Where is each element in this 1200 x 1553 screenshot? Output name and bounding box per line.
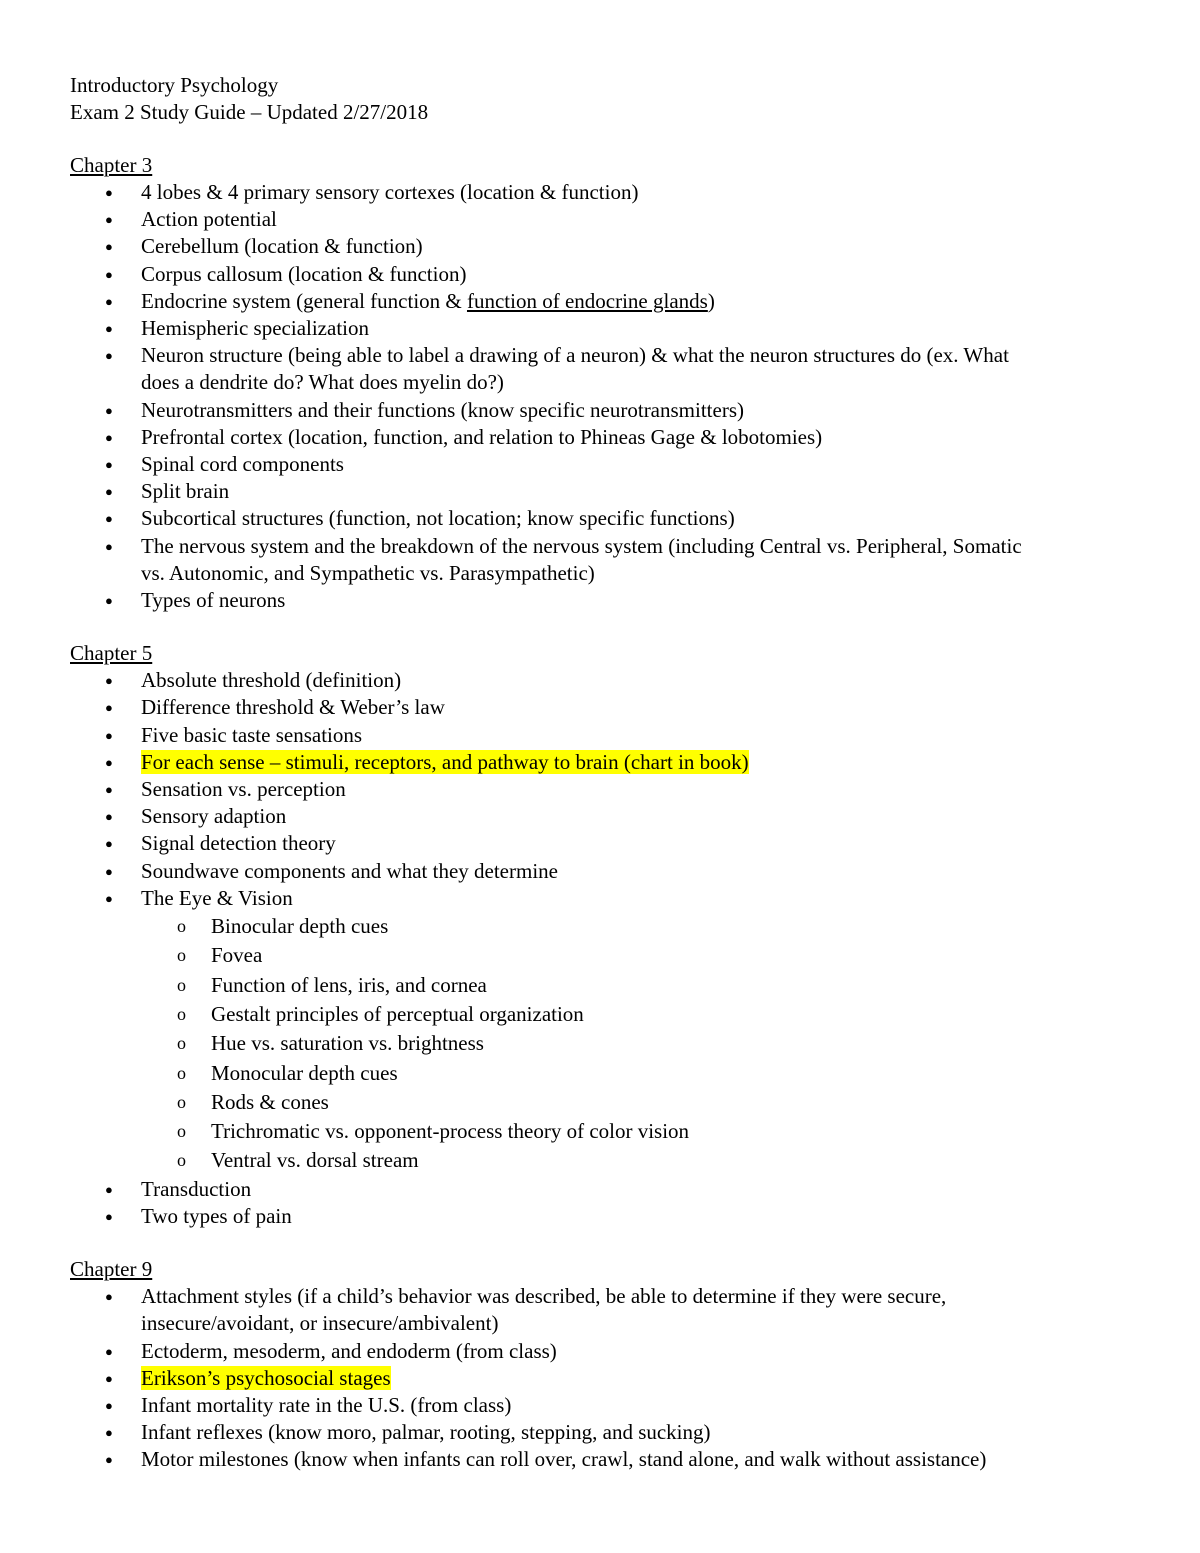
sub-list-item: o Binocular depth cues <box>141 912 1140 941</box>
chapter-5-heading: Chapter 5 <box>70 641 153 666</box>
sub-list-item: o Rods & cones <box>141 1088 1140 1117</box>
list-item: ● Two types of pain <box>70 1203 1140 1230</box>
list-item: ● Subcortical structures (function, not location; know specific functions) <box>70 505 1140 532</box>
list-item: ● Sensation vs. perception <box>70 776 1140 803</box>
list-item: ● Corpus callosum (location & function) <box>70 261 1140 288</box>
list-item: ● Ectoderm, mesoderm, and endoderm (from class) <box>70 1338 1140 1365</box>
chapter-5-list <box>70 667 1140 1230</box>
list-item: ● Infant mortality rate in the U.S. (from class) <box>70 1392 1140 1419</box>
list-item: ● 4 lobes & 4 primary sensory cortexes (location & function) <box>70 179 1140 206</box>
list-item: ● Transduction <box>70 1176 1140 1203</box>
list-item: ● Difference threshold & Weber’s law <box>70 694 1140 721</box>
list-item: ● Cerebellum (location & function) <box>70 233 1140 260</box>
neuron-line-1: Neuron structure (being able to label a drawing of a neuron) & what the neuron structures do (ex. What <box>141 343 1009 368</box>
chapter-3-heading: Chapter 3 <box>70 153 153 177</box>
sub-list-item: o Monocular depth cues <box>141 1059 1140 1088</box>
course-title: Introductory Psychology <box>70 73 279 97</box>
highlighted-text: For each sense – stimuli, receptors, and pathway to brain (chart in book) <box>141 749 749 774</box>
nervous-line-1: The nervous system and the breakdown of the nervous system (including Central vs. Peripheral, Somatic <box>141 533 1022 558</box>
list-item: ● Action potential <box>70 206 1140 233</box>
endocrine-prefix: Endocrine system (general function & <box>141 288 467 313</box>
sub-list-item: o Gestalt principles of perceptual organization <box>141 1000 1140 1029</box>
sub-list-item: o Fovea <box>141 941 1140 970</box>
nervous-line-2: vs. Autonomic, and Sympathetic vs. Parasympathetic) <box>141 560 595 585</box>
list-item: ● Five basic taste sensations <box>70 722 1140 749</box>
list-item-eye-vision <box>70 885 1140 1176</box>
sub-list-item: o Hue vs. saturation vs. brightness <box>141 1029 1140 1058</box>
list-item: ● Sensory adaption <box>70 803 1140 830</box>
list-item-attachment <box>70 1283 1140 1337</box>
highlighted-text: Erikson’s psychosocial stages <box>141 1365 391 1390</box>
list-item: ● Split brain <box>70 478 1140 505</box>
list-item: ● Motor milestones (know when infants can roll over, crawl, stand alone, and walk without assistance) <box>70 1446 1140 1473</box>
endocrine-suffix: ) <box>707 288 715 313</box>
list-item-highlighted <box>70 1365 1140 1392</box>
list-item-endocrine <box>70 288 1140 315</box>
list-item: ● Neurotransmitters and their functions (know specific neurotransmitters) <box>70 397 1140 424</box>
neuron-line-2: does a dendrite do? What does myelin do?) <box>141 370 504 395</box>
chapter-9-heading: Chapter 9 <box>70 1257 153 1282</box>
list-item: ● Absolute threshold (definition) <box>70 667 1140 694</box>
list-item-neuron <box>70 342 1140 396</box>
endocrine-underlined: function of endocrine glands <box>466 288 708 313</box>
list-item: ● Infant reflexes (know moro, palmar, rooting, stepping, and sucking) <box>70 1419 1140 1446</box>
list-item-highlighted <box>70 749 1140 776</box>
list-item: ● Spinal cord components <box>70 451 1140 478</box>
attachment-line-1: Attachment styles (if a child’s behavior was described, be able to determine if they were secure, <box>141 1284 947 1309</box>
chapter-9-list <box>70 1283 1140 1473</box>
sub-list-item: o Function of lens, iris, and cornea <box>141 971 1140 1000</box>
chapter-3-list <box>70 179 1140 614</box>
document-subtitle: Exam 2 Study Guide – Updated 2/27/2018 <box>70 100 429 124</box>
eye-vision-sublist <box>141 912 1140 1176</box>
eye-vision-label: The Eye & Vision <box>141 885 293 910</box>
list-item: ● Hemispheric specialization <box>70 315 1140 342</box>
list-item: ● Soundwave components and what they determine <box>70 858 1140 885</box>
sub-list-item: o Trichromatic vs. opponent-process theory of color vision <box>141 1117 1140 1146</box>
list-item: ● Signal detection theory <box>70 830 1140 857</box>
sub-list-item: o Ventral vs. dorsal stream <box>141 1146 1140 1175</box>
attachment-line-2: insecure/avoidant, or insecure/ambivalent) <box>141 1311 499 1336</box>
list-item: ● Prefrontal cortex (location, function, and relation to Phineas Gage & lobotomies) <box>70 424 1140 451</box>
list-item: ● Types of neurons <box>70 587 1140 614</box>
document-page <box>70 72 1140 1474</box>
list-item-nervous-system <box>70 533 1140 587</box>
